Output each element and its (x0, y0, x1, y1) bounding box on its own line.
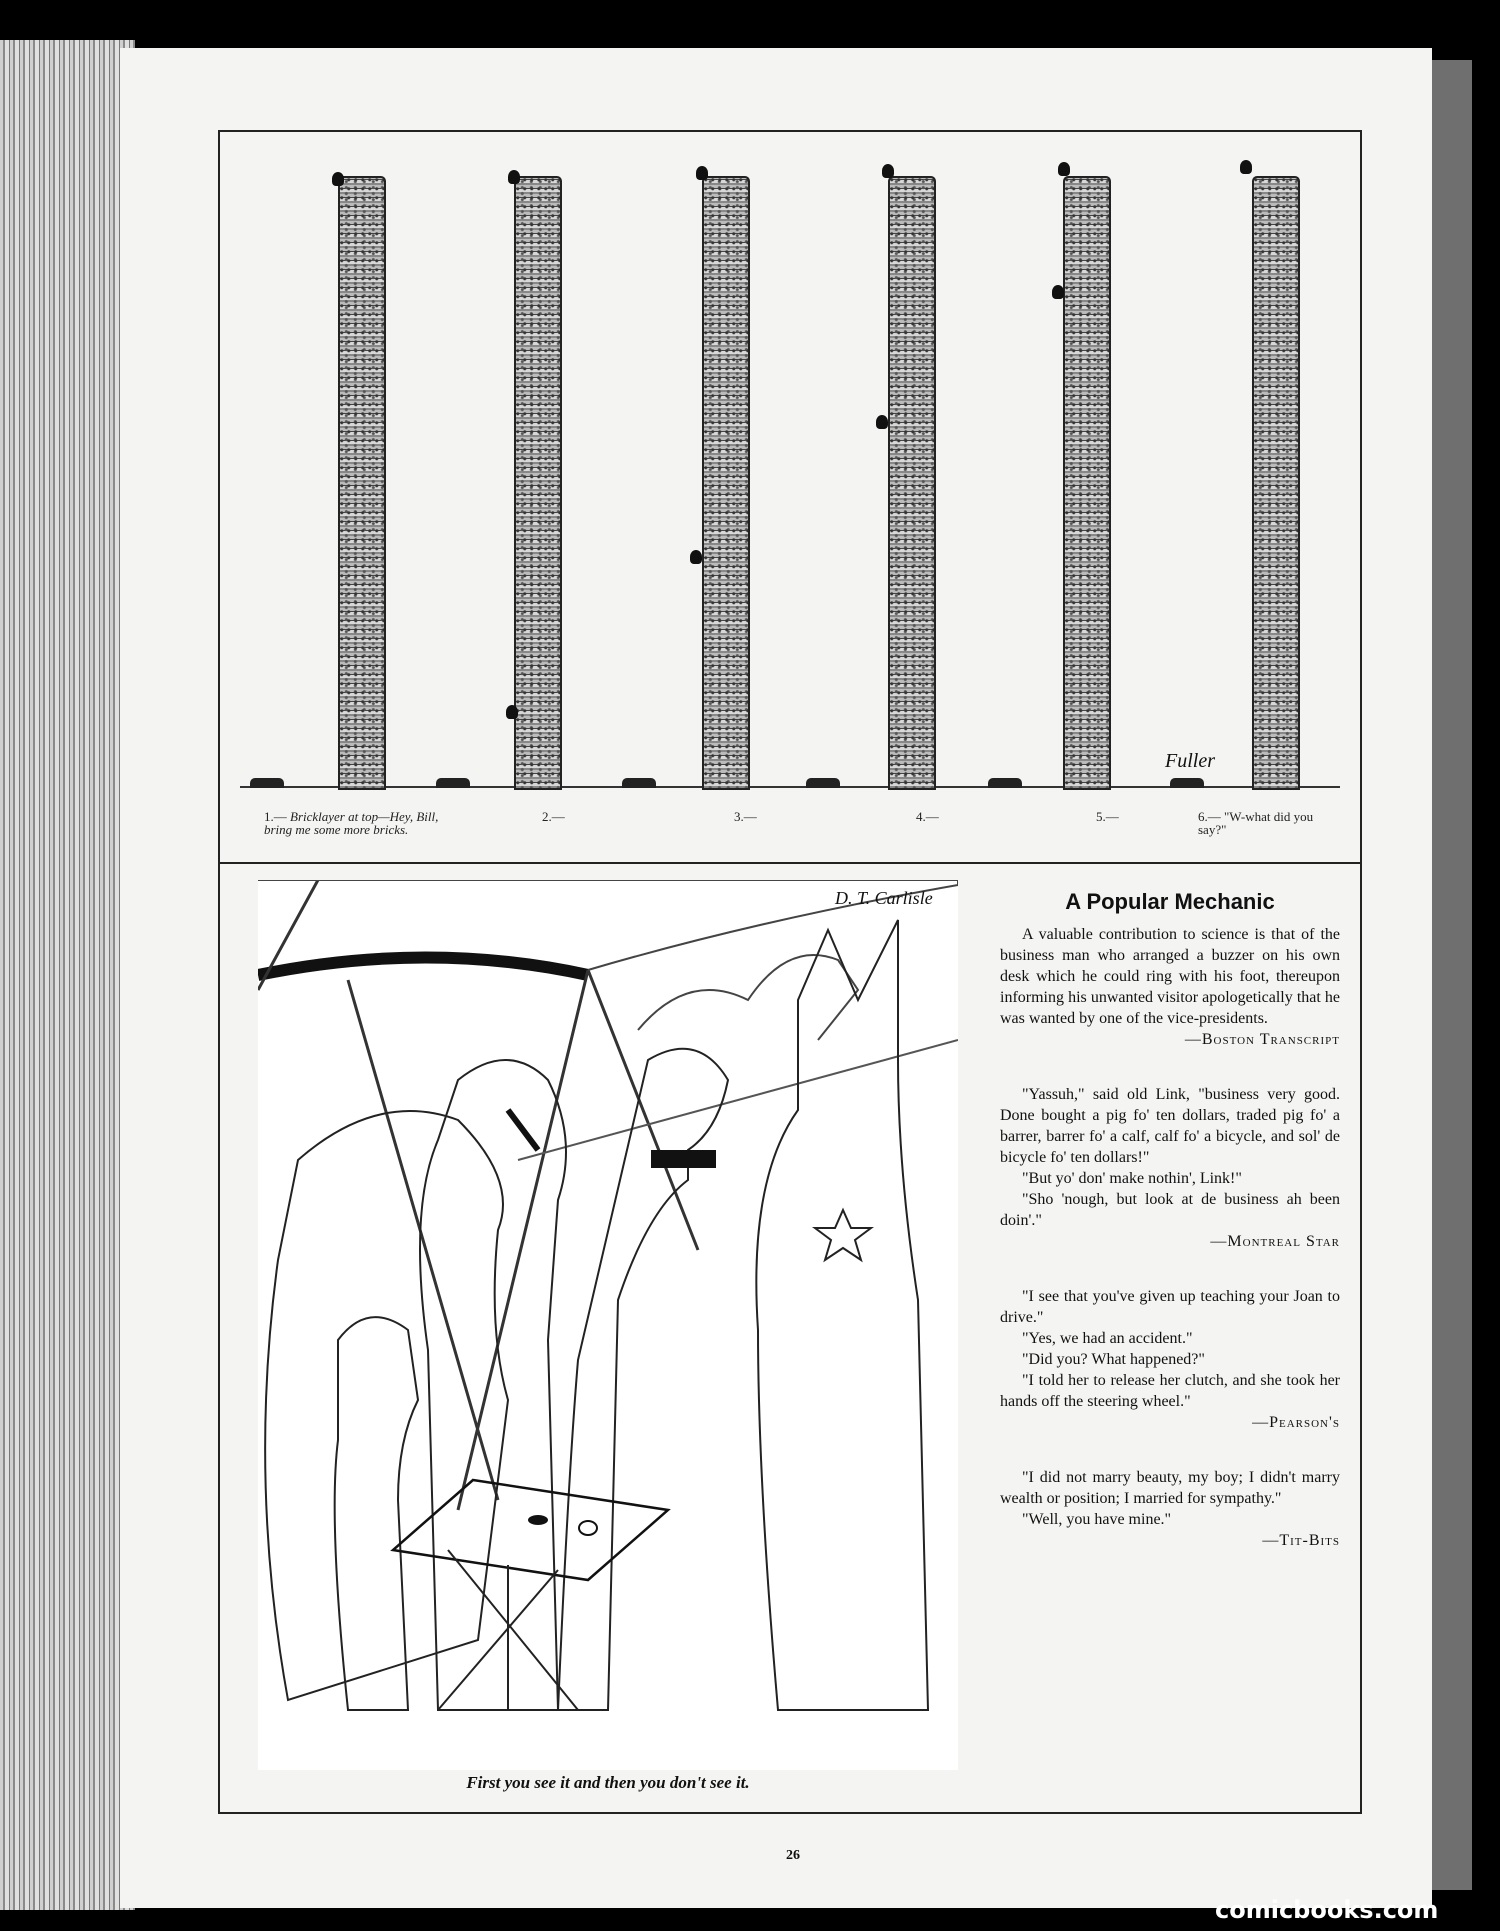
chimney-1 (338, 176, 386, 790)
chimney-4 (888, 176, 936, 790)
chimney-5 (1063, 176, 1111, 790)
brick-pile (806, 778, 840, 788)
article-title: A Popular Mechanic (1065, 889, 1275, 914)
dogs-illustration (258, 880, 958, 1770)
bricklayer-figure (332, 172, 344, 186)
brick-pile (250, 778, 284, 788)
strip-caption-5: 5.— (1096, 809, 1119, 824)
brick-pile (988, 778, 1022, 788)
joke-paragraph: "Well, you have mine." (1022, 1511, 1172, 1528)
strip-caption-3: 3.— (734, 809, 757, 824)
site-watermark: comicbooks.com (1215, 1896, 1439, 1924)
climber-figure (876, 415, 888, 429)
joke-source: —Montreal Star (1210, 1233, 1340, 1250)
brick-pile (1170, 778, 1204, 788)
bricklayer-figure (1058, 162, 1070, 176)
chimney-2 (514, 176, 562, 790)
chimney-cartoon-strip (240, 150, 1340, 837)
joke-paragraph: "I told her to release her clutch, and she took her hands off the steering wheel." (1000, 1372, 1340, 1410)
joke-paragraph: "But yo' don' make nothin', Link!" (1022, 1170, 1242, 1187)
climber-figure (1052, 285, 1064, 299)
strip-caption-2: 2.— (542, 809, 565, 824)
book-page-edges (0, 40, 135, 1910)
bricklayer-figure (882, 164, 894, 178)
joke-paragraph: "Did you? What happened?" (1022, 1351, 1205, 1368)
illustration-caption: First you see it and then you don't see it. (466, 1773, 750, 1792)
joke-paragraph: "I did not marry beauty, my boy; I didn't marry wealth or position; I married for sympathy." (1000, 1469, 1340, 1507)
strip-caption-1: 1.— Bricklayer at top—Hey, Bill, bring me some more bricks. (264, 809, 439, 837)
bricklayer-figure (508, 170, 520, 184)
page-number: 26 (786, 1848, 800, 1863)
joke-source: —Boston Transcript (1184, 1031, 1340, 1048)
panel-divider (218, 862, 1360, 864)
cartoonist-signature: Fuller (1165, 750, 1215, 772)
brick-pile (436, 778, 470, 788)
brick-pile (622, 778, 656, 788)
joke-paragraph: A valuable contribution to science is that of the business man who arranged a buzzer on his own desk which he could ring with his foot, thereupon informing his unwanted visitor apologetically that he was wanted by one of the vice-presidents. (1000, 926, 1340, 1027)
joke-paragraph: "I see that you've given up teaching your Joan to drive." (1000, 1288, 1340, 1326)
joke-paragraph: "Yes, we had an accident." (1022, 1330, 1193, 1347)
bricklayer-figure (1240, 160, 1252, 174)
climber-figure (506, 705, 518, 719)
climber-figure (690, 550, 702, 564)
dogs-drawing (258, 880, 958, 1770)
joke-paragraph: "Yassuh," said old Link, "business very good. Done bought a pig fo' ten dollars, traded pig fo' a barrer, barrer fo' a calf, calf fo' a bicycle, and sol' de bicycle fo' ten dollars!" (1000, 1086, 1340, 1166)
artist-signature: D. T. Carlisle (835, 888, 933, 908)
joke-paragraph: "Sho 'nough, but look at de business ah been doin'." (1000, 1191, 1340, 1229)
chimney-3 (702, 176, 750, 790)
jokes-column (1000, 885, 1340, 1585)
joke-source: —Pearson's (1252, 1414, 1340, 1431)
book-right-edge (1432, 60, 1472, 1890)
bricklayer-figure (696, 166, 708, 180)
strip-caption-6: 6.— "W-what did you say?" (1198, 809, 1314, 837)
strip-caption-4: 4.— (916, 809, 939, 824)
chimney-6 (1252, 176, 1300, 790)
joke-source: —Tit-Bits (1262, 1532, 1340, 1549)
